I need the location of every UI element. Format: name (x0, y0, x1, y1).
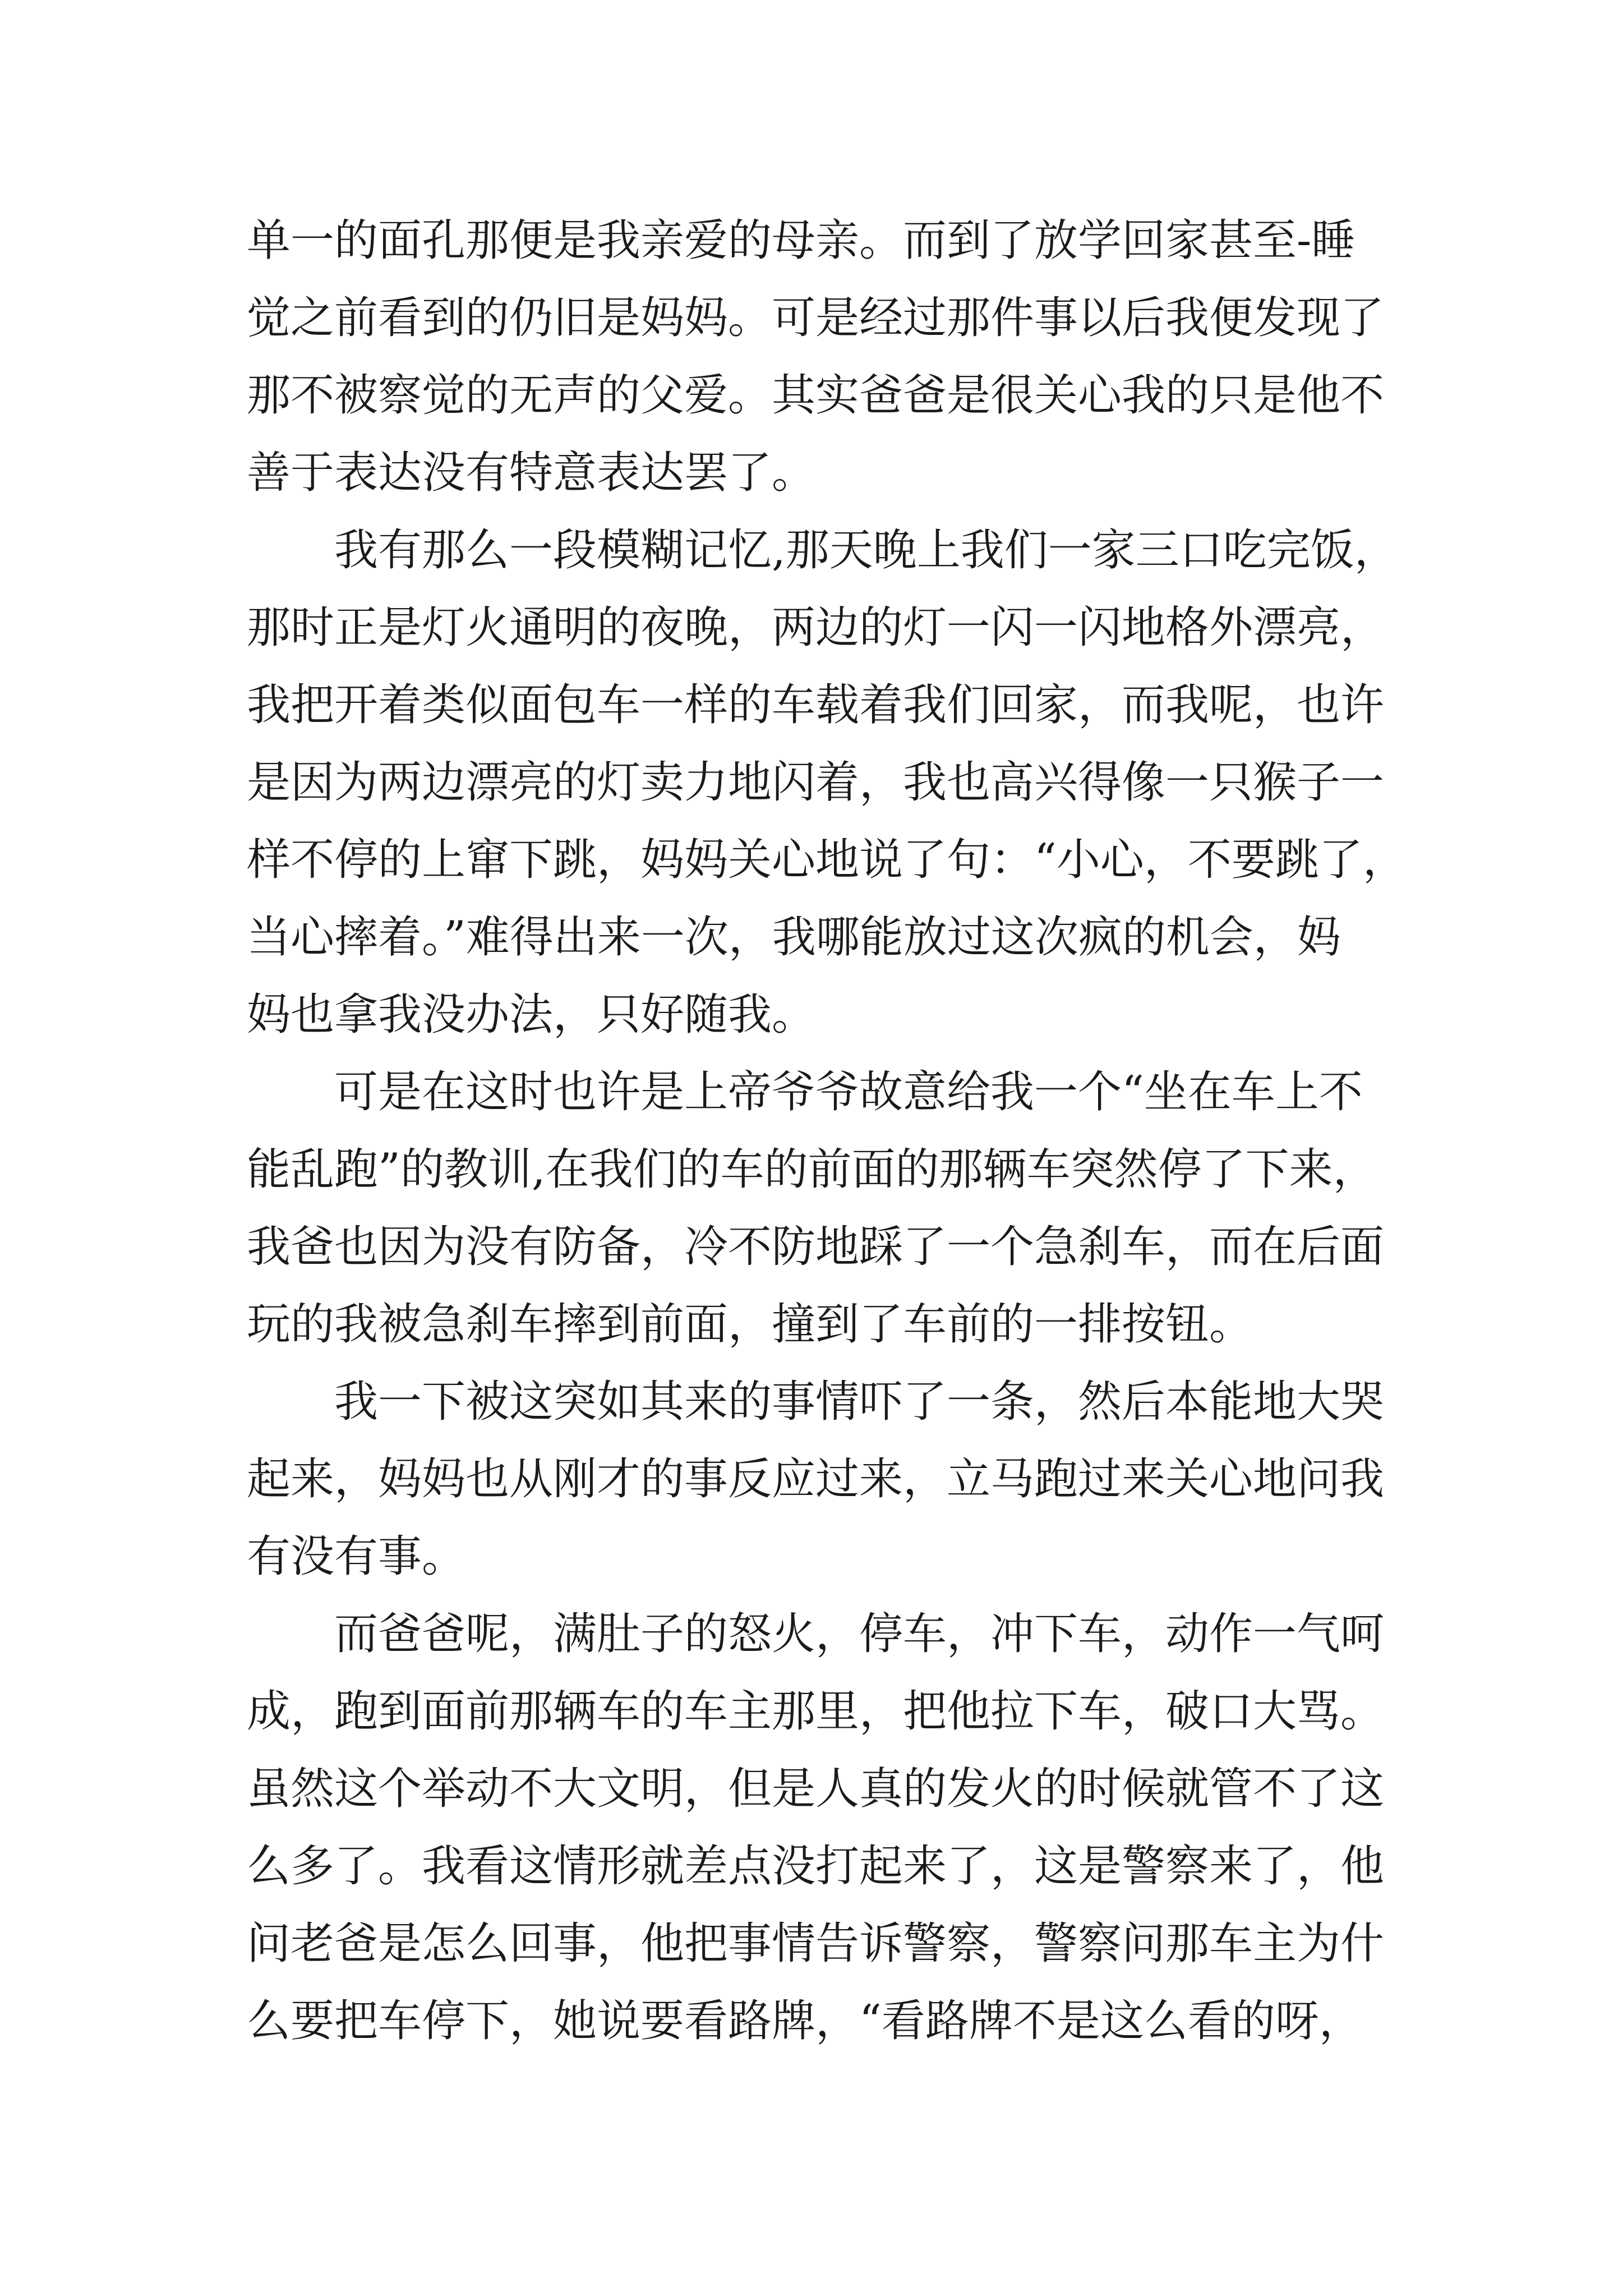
document-body (247, 202, 1407, 2060)
text-line: 是因为两边漂亮的灯卖力地闪着，我也高兴得像一只猴子一 (247, 757, 1385, 808)
text-line: 么多了。我看这情形就差点没打起来了，这是警察来了，他 (247, 1841, 1385, 1892)
text-line: 问老爸是怎么回事，他把事情告诉警察，警察问那车主为什 (247, 1918, 1385, 1969)
text-line: 么要把车停下，她说要看路牌，“看路牌不是这么看的呀， (247, 1996, 1363, 2046)
text-line: 我把开着类似面包车一样的车载着我们回家，而我呢，也许 (247, 680, 1385, 730)
paragraph-first-line: 我一下被这突如其来的事情吓了一条，然后本能地大哭 (334, 1377, 1385, 1427)
text-line: 那时正是灯火通明的夜晚，两边的灯一闪一闪地格外漂亮， (247, 602, 1385, 653)
text-line: 玩的我被急刹车摔到前面，撞到了车前的一排按钮。 (247, 1299, 1253, 1350)
text-line: 起来，妈妈也从刚才的事反应过来，立马跑过来关心地问我 (247, 1454, 1385, 1504)
text-line: 样不停的上窜下跳，妈妈关心地说了句：“小心，不要跳了， (247, 835, 1407, 885)
paragraph-first-line: 而爸爸呢，满肚子的怒火，停车，冲下车，动作一气呵 (334, 1609, 1385, 1659)
text-line: 单一的面孔那便是我亲爱的母亲。而到了放学回家甚至-睡 (247, 215, 1355, 266)
text-line: 虽然这个举动不大文明，但是人真的发火的时候就管不了这 (247, 1764, 1385, 1814)
text-line: 有没有事。 (247, 1531, 466, 1582)
text-line: 成，跑到面前那辆车的车主那里，把他拉下车，破口大骂。 (247, 1686, 1385, 1737)
paragraph-first-line: 我有那么一段模糊记忆,那天晚上我们一家三口吃完饭， (334, 525, 1398, 576)
text-line: 那不被察觉的无声的父爱。其实爸爸是很关心我的只是他不 (247, 370, 1385, 421)
text-line: 善于表达没有特意表达罢了。 (247, 448, 816, 498)
text-line: 妈也拿我没办法，只好随我。 (247, 990, 816, 1040)
text-line: 觉之前看到的仍旧是妈妈。可是经过那件事以后我便发现了 (247, 293, 1385, 343)
text-line: 能乱跑”的教训,在我们的车的前面的那辆车突然停了下来， (247, 1144, 1377, 1195)
paragraph-first-line: 可是在这时也许是上帝爷爷故意给我一个“坐在车上不 (334, 1067, 1363, 1117)
text-line: 当心摔着。”难得出来一次，我哪能放过这次疯的机会，妈 (247, 912, 1341, 963)
text-line: 我爸也因为没有防备，冷不防地踩了一个急刹车，而在后面 (247, 1222, 1385, 1272)
